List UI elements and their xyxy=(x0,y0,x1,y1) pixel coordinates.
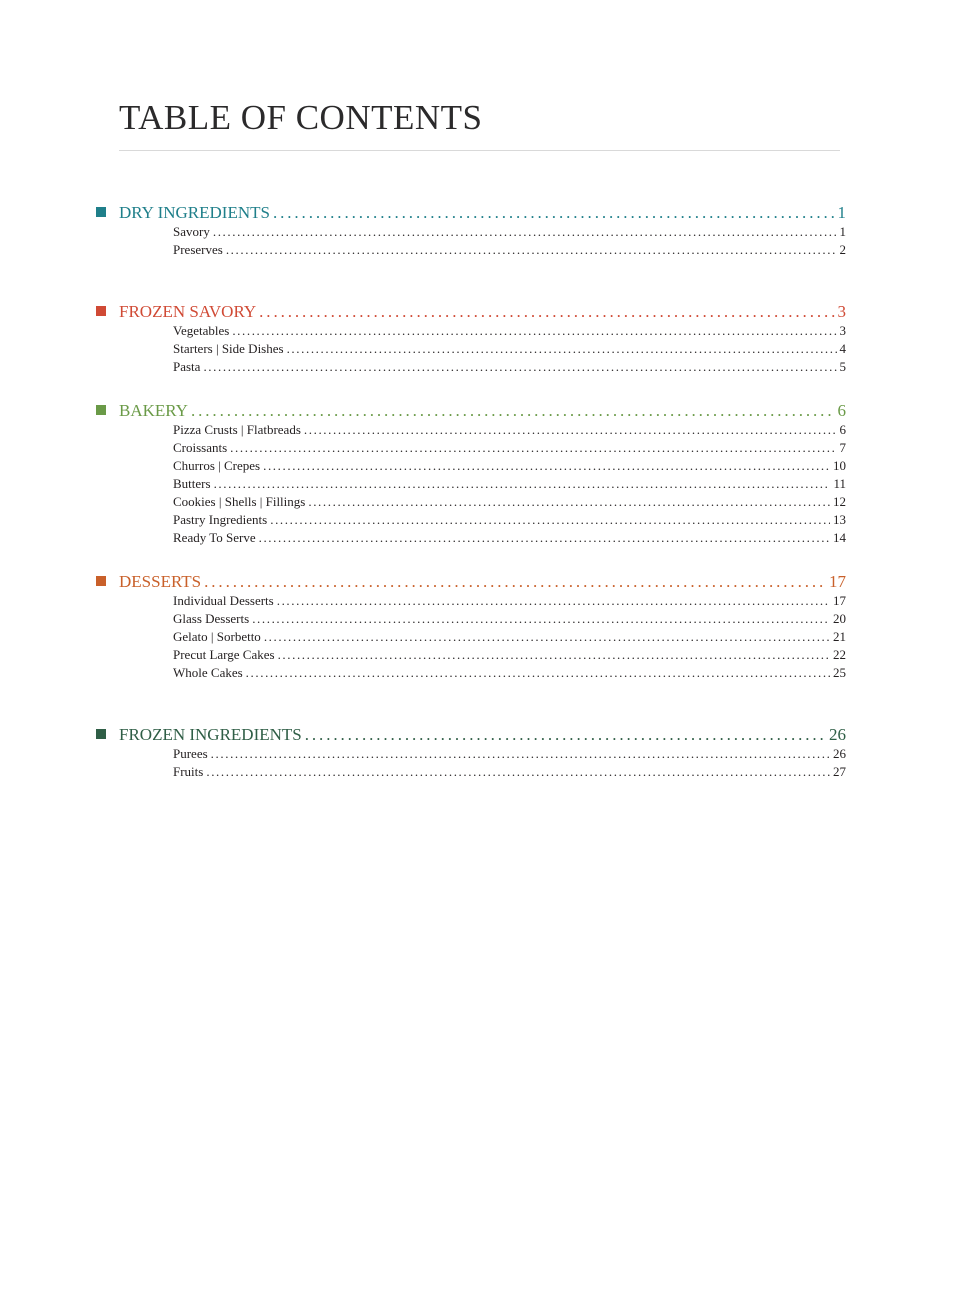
toc-section-heading[interactable] xyxy=(0,572,972,592)
toc-entry-page-number: 21 xyxy=(833,629,846,644)
toc-section-dry-ingredients xyxy=(0,203,972,259)
dot-leader xyxy=(211,745,830,763)
toc-entry-page-number: 4 xyxy=(839,341,846,356)
toc-entry[interactable] xyxy=(0,592,972,610)
toc-section-title: DESSERTS xyxy=(119,572,202,591)
square-bullet-icon xyxy=(96,576,106,586)
toc-entry-label: Gelato | Sorbetto xyxy=(173,629,261,644)
toc-subsection-list xyxy=(0,421,972,547)
dot-leader xyxy=(232,322,836,340)
square-bullet-icon xyxy=(96,306,106,316)
toc-entry[interactable] xyxy=(0,358,972,376)
toc-entry[interactable] xyxy=(0,664,972,682)
toc-section-title: FROZEN INGREDIENTS xyxy=(119,725,302,744)
toc-subsection-list xyxy=(0,223,972,259)
dot-leader xyxy=(206,763,830,781)
square-bullet-icon xyxy=(96,207,106,217)
dot-leader xyxy=(230,439,836,457)
dot-leader xyxy=(191,401,835,421)
toc-entry-label: Savory xyxy=(173,224,210,239)
dot-leader xyxy=(246,664,830,682)
dot-leader xyxy=(259,529,830,547)
toc-section-heading[interactable] xyxy=(0,401,972,421)
title-divider xyxy=(119,150,840,151)
toc-entry-label: Butters xyxy=(173,476,211,491)
dot-leader xyxy=(305,725,826,745)
toc-entry-page-number: 25 xyxy=(833,665,846,680)
dot-leader xyxy=(277,592,830,610)
toc-entry[interactable] xyxy=(0,421,972,439)
toc-entry-label: Precut Large Cakes xyxy=(173,647,275,662)
dot-leader xyxy=(263,457,830,475)
toc-entry-label: Glass Desserts xyxy=(173,611,250,626)
toc-entry-page-number: 13 xyxy=(833,512,846,527)
dot-leader xyxy=(264,628,830,646)
toc-section-page-number: 26 xyxy=(829,725,846,744)
toc-entry-page-number: 11 xyxy=(833,476,846,491)
toc-section-title: FROZEN SAVORY xyxy=(119,302,257,321)
toc-entry-label: Whole Cakes xyxy=(173,665,243,680)
toc-entry[interactable] xyxy=(0,745,972,763)
toc-entry-label: Starters | Side Dishes xyxy=(173,341,284,356)
toc-section-bakery xyxy=(0,401,972,547)
toc-section-page-number: 3 xyxy=(837,302,846,321)
toc-entry-page-number: 17 xyxy=(833,593,846,608)
toc-entry[interactable] xyxy=(0,340,972,358)
toc-subsection-list xyxy=(0,745,972,781)
toc-entry-label: Croissants xyxy=(173,440,228,455)
page-title: TABLE OF CONTENTS xyxy=(119,98,483,137)
toc-entry-label: Vegetables xyxy=(173,323,230,338)
toc-entry[interactable] xyxy=(0,457,972,475)
toc-entry-label: Ready To Serve xyxy=(173,530,256,545)
toc-entry-label: Churros | Crepes xyxy=(173,458,261,473)
toc-entry-page-number: 7 xyxy=(839,440,846,455)
toc-section-frozen-ingredients xyxy=(0,725,972,781)
toc-entry[interactable] xyxy=(0,529,972,547)
square-bullet-icon xyxy=(96,405,106,415)
toc-entry[interactable] xyxy=(0,241,972,259)
toc-subsection-list xyxy=(0,322,972,376)
toc-entry-page-number: 5 xyxy=(839,359,846,374)
dot-leader xyxy=(273,203,835,223)
toc-entry[interactable] xyxy=(0,511,972,529)
toc-section-title: BAKERY xyxy=(119,401,188,420)
toc-entry[interactable] xyxy=(0,610,972,628)
toc-entry[interactable] xyxy=(0,646,972,664)
dot-leader xyxy=(278,646,830,664)
toc-section-page-number: 1 xyxy=(837,203,846,222)
toc-entry-page-number: 3 xyxy=(839,323,846,338)
toc-entry-label: Pasta xyxy=(173,359,201,374)
toc-entry-page-number: 10 xyxy=(833,458,846,473)
toc-entry-label: Preserves xyxy=(173,242,223,257)
toc-entry-page-number: 2 xyxy=(839,242,846,257)
toc-entry[interactable] xyxy=(0,628,972,646)
toc-entry-page-number: 14 xyxy=(833,530,846,545)
toc-entry-page-number: 20 xyxy=(833,611,846,626)
dot-leader xyxy=(304,421,837,439)
toc-entry-page-number: 1 xyxy=(839,224,846,239)
toc-section-page-number: 6 xyxy=(837,401,846,420)
toc-entry[interactable] xyxy=(0,475,972,493)
toc-entry-label: Individual Desserts xyxy=(173,593,274,608)
square-bullet-icon xyxy=(96,729,106,739)
toc-entry[interactable] xyxy=(0,493,972,511)
toc-section-title: DRY INGREDIENTS xyxy=(119,203,270,222)
toc-entry-page-number: 12 xyxy=(833,494,846,509)
toc-entry[interactable] xyxy=(0,763,972,781)
toc-entry[interactable] xyxy=(0,223,972,241)
dot-leader xyxy=(287,340,837,358)
toc-section-desserts xyxy=(0,572,972,682)
toc-entry-page-number: 6 xyxy=(839,422,846,437)
toc-entry-label: Purees xyxy=(173,746,208,761)
toc-entry-label: Fruits xyxy=(173,764,204,779)
toc-section-frozen-savory xyxy=(0,302,972,376)
dot-leader xyxy=(308,493,830,511)
dot-leader xyxy=(259,302,834,322)
dot-leader xyxy=(270,511,830,529)
toc-entry-label: Pizza Crusts | Flatbreads xyxy=(173,422,301,437)
toc-entry[interactable] xyxy=(0,322,972,340)
toc-entry-page-number: 22 xyxy=(833,647,846,662)
dot-leader xyxy=(214,475,831,493)
toc-entry-page-number: 27 xyxy=(833,764,846,779)
toc-subsection-list xyxy=(0,592,972,682)
toc-entry-page-number: 26 xyxy=(833,746,846,761)
dot-leader xyxy=(252,610,830,628)
toc-section-heading[interactable] xyxy=(0,302,972,322)
toc-section-heading[interactable] xyxy=(0,203,972,223)
toc-entry-label: Cookies | Shells | Fillings xyxy=(173,494,306,509)
dot-leader xyxy=(226,241,837,259)
toc-section-page-number: 17 xyxy=(829,572,846,591)
dot-leader xyxy=(213,223,837,241)
toc-entry[interactable] xyxy=(0,439,972,457)
dot-leader xyxy=(204,572,826,592)
dot-leader xyxy=(203,358,836,376)
toc-section-heading[interactable] xyxy=(0,725,972,745)
toc-entry-label: Pastry Ingredients xyxy=(173,512,268,527)
